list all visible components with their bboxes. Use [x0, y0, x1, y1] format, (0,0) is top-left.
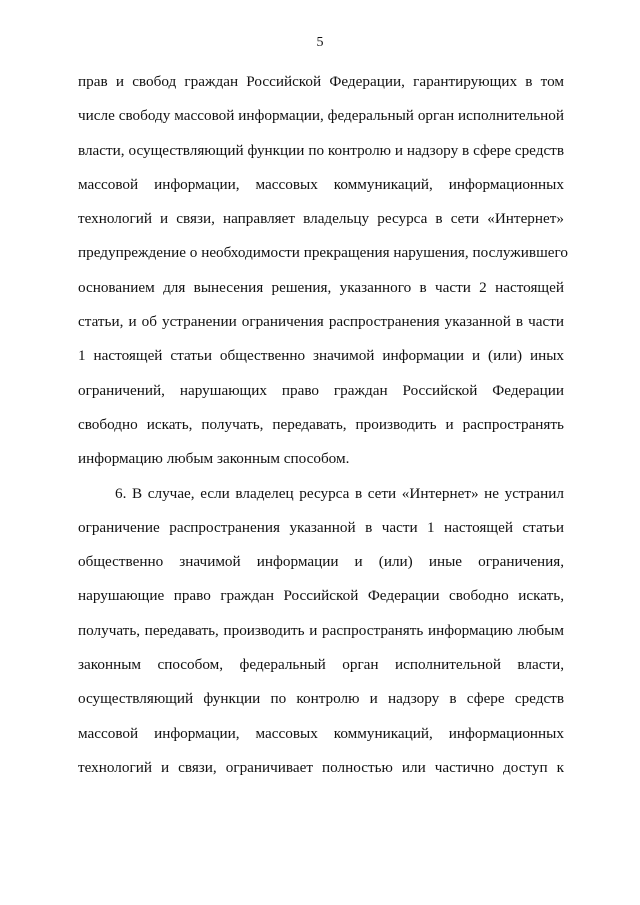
text-line: ограничений, нарушающих право граждан Российской Федерации	[78, 381, 564, 399]
text-line: прав и свобод граждан Российской Федерации, гарантирующих в том	[78, 73, 564, 90]
page-number: 5	[316, 35, 324, 50]
paragraph	[78, 72, 568, 484]
text-line: основанием для вынесения решения, указанного в части 2 настоящей	[78, 278, 564, 296]
paragraph	[78, 484, 564, 793]
text-line: массовой информации, массовых коммуникаций, информационных	[78, 724, 564, 742]
text-line: 1 настоящей статьи общественно значимой информации и (или) иных	[78, 347, 564, 365]
text-line: свободно искать, получать, передавать, производить и распространять	[78, 415, 564, 433]
text-line: ограничение распространения указанной в части 1 настоящей статьи	[78, 518, 564, 536]
text-line: предупреждение о необходимости прекращения нарушения, послужившего	[78, 244, 568, 262]
text-line: числе свободу массовой информации, федеральный орган исполнительной	[78, 107, 564, 125]
text-line: технологий и связи, ограничивает полностью или частично доступ к	[78, 758, 564, 776]
document-body	[78, 72, 568, 792]
text-line: нарушающие право граждан Российской Федерации свободно искать,	[78, 587, 564, 605]
text-line: общественно значимой информации и (или) иные ограничения,	[78, 553, 564, 571]
text-line: технологий и связи, направляет владельцу ресурса в сети «Интернет»	[78, 210, 564, 228]
text-line: статьи, и об устранении ограничения распространения указанной в части	[78, 313, 564, 331]
text-line: осуществляющий функции по контролю и надзору в сфере средств	[78, 690, 564, 708]
text-line: информацию любым законным способом.	[78, 450, 350, 468]
text-line: власти, осуществляющий функции по контролю и надзору в сфере средств	[78, 141, 564, 159]
text-line: получать, передавать, производить и распространять информацию любым	[78, 621, 564, 639]
text-line: массовой информации, массовых коммуникаций, информационных	[78, 175, 564, 193]
text-line: законным способом, федеральный орган исполнительной власти,	[78, 656, 564, 674]
text-line: 6. В случае, если владелец ресурса в сети «Интернет» не устранил	[115, 484, 564, 502]
